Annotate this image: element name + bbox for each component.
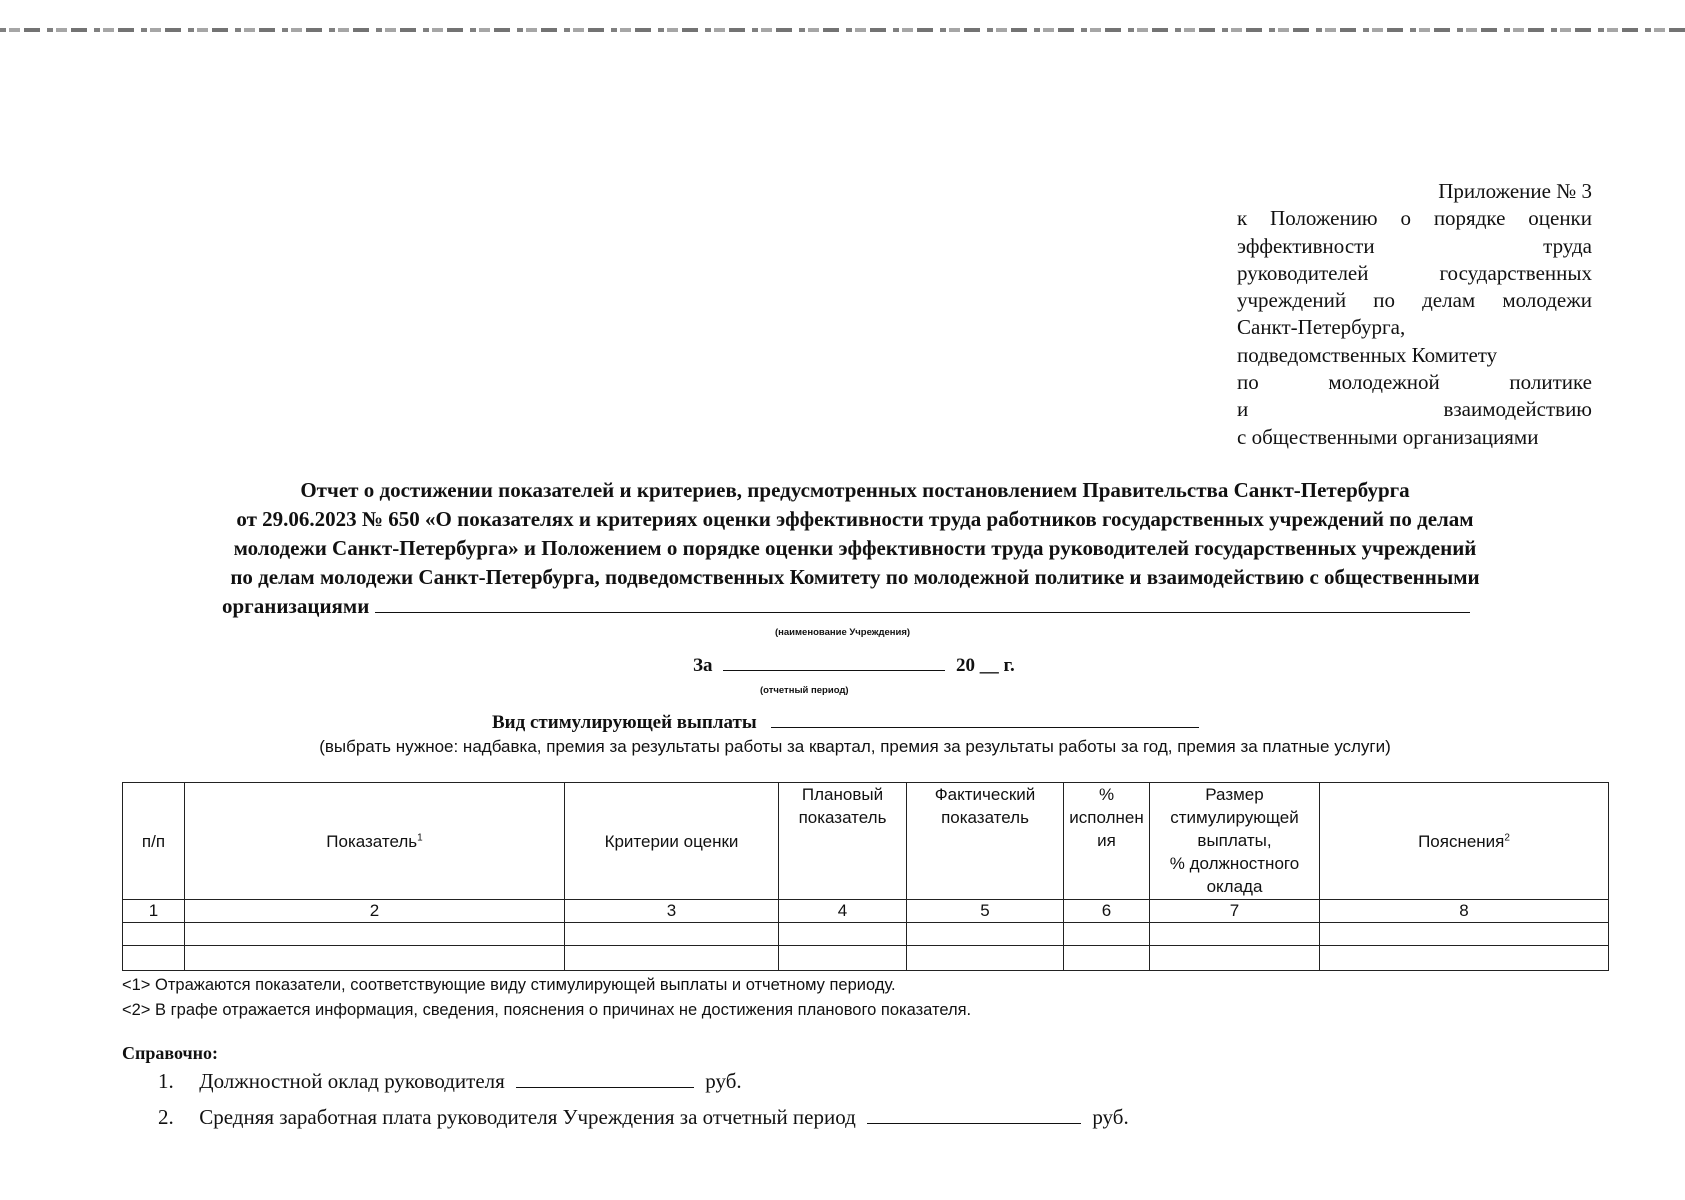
column-number: 6 [1064, 900, 1150, 923]
header-text-line: исполнен [1069, 808, 1144, 827]
header-text-line: % должностного [1169, 854, 1300, 873]
header-cell-indicator [185, 783, 565, 900]
table-cell[interactable] [779, 946, 907, 971]
header-text-line: выплаты, [1197, 831, 1272, 850]
period-prefix: За [693, 655, 713, 676]
appendix-line: руководителей государственных [1237, 260, 1592, 285]
reference-text: Средняя заработная плата руководителя Учреждения за отчетный период [199, 1105, 856, 1129]
column-number: 8 [1320, 900, 1609, 923]
table-cell[interactable] [123, 923, 185, 946]
header-cell-num: п/п [123, 783, 185, 900]
table-cell[interactable] [1150, 946, 1320, 971]
column-number: 3 [565, 900, 779, 923]
header-notes-text: Пояснения [1418, 831, 1505, 851]
period-year: 20 __ г. [956, 655, 1015, 676]
payment-type-hint: (выбрать нужное: надбавка, премия за результаты работы за квартал, премия за результаты работы за год, премия за платные услуги) [319, 737, 1391, 756]
institution-caption: (наименование Учреждения) [775, 627, 911, 638]
header-cell-payment-size [1150, 783, 1320, 900]
reference-item [158, 1063, 1129, 1099]
scan-edge-artifact [0, 28, 1685, 32]
reference-number: 2. [158, 1105, 174, 1129]
footnotes [122, 973, 971, 1023]
header-cell-percent [1064, 783, 1150, 900]
footnote-mark: 2 [1504, 831, 1510, 843]
column-number: 5 [907, 900, 1064, 923]
table-cell[interactable] [907, 923, 1064, 946]
table-row [123, 946, 1609, 971]
table-cell[interactable] [565, 946, 779, 971]
title-line [120, 592, 1590, 621]
header-cell-planned: Плановый показатель [779, 783, 907, 900]
footnote-mark: 1 [417, 831, 423, 843]
table-row [123, 923, 1609, 946]
header-cell-criteria: Критерии оценки [565, 783, 779, 900]
table-cell[interactable] [123, 946, 185, 971]
appendix-line: и взаимодействию [1237, 397, 1592, 422]
footnote-1: <1> Отражаются показатели, соответствующие виду стимулирующей выплаты и отчетному периоду. [122, 976, 896, 994]
reference-number: 1. [158, 1069, 174, 1093]
average-salary-field[interactable] [867, 1107, 1081, 1124]
column-number: 2 [185, 900, 565, 923]
table-cell[interactable] [1320, 946, 1609, 971]
appendix-line: с общественными организациями [1237, 424, 1539, 449]
table-cell[interactable] [1320, 923, 1609, 946]
table-cell[interactable] [185, 946, 565, 971]
title-last-word: организациями [222, 594, 370, 618]
header-text-line: Размер [1205, 785, 1264, 804]
column-number-row [123, 900, 1609, 923]
header-text-line: % [1098, 785, 1115, 804]
header-text-line: стимулирующей [1170, 808, 1299, 827]
period-field[interactable] [723, 654, 945, 671]
appendix-number: Приложение № 3 [1438, 179, 1592, 203]
payment-type-field[interactable] [771, 711, 1199, 728]
appendix-line: по молодежной политике [1237, 370, 1592, 395]
reference-text: Должностной оклад руководителя [199, 1069, 505, 1093]
reference-list [158, 1063, 1129, 1135]
appendix-line: Санкт-Петербурга, [1237, 315, 1406, 340]
column-number: 7 [1150, 900, 1320, 923]
report-title [120, 476, 1590, 621]
appendix-header [1237, 178, 1592, 451]
title-line: от 29.06.2023 № 650 «О показателях и критериях оценки эффективности труда работников государственных учреждений по делам [236, 507, 1474, 531]
title-line: молодежи Санкт-Петербурга» и Положением о порядке оценки эффективности труда руководителей государственных учреждений [233, 536, 1477, 560]
header-cell-notes [1320, 783, 1609, 900]
title-line: по делам молодежи Санкт-Петербурга, подведомственных Комитету по молодежной политике и взаимодействию с общественными [230, 565, 1480, 589]
header-text-line: оклада [1206, 877, 1263, 896]
header-cell-actual: Фактический показатель [907, 783, 1064, 900]
period-caption: (отчетный период) [760, 685, 849, 696]
appendix-line: подведомственных Комитету [1237, 342, 1498, 367]
table-cell[interactable] [565, 923, 779, 946]
appendix-line: эффективности труда [1237, 233, 1592, 258]
report-table [122, 782, 1609, 971]
column-number: 1 [123, 900, 185, 923]
salary-field[interactable] [516, 1071, 694, 1088]
footnote-2: <2> В графе отражается информация, сведения, пояснения о причинах не достижения планового показателя. [122, 1001, 972, 1019]
payment-type [492, 711, 1199, 734]
header-text-line: ия [1097, 831, 1116, 850]
table-cell[interactable] [1064, 923, 1150, 946]
appendix-line: к Положению о порядке оценки [1237, 206, 1592, 231]
table-cell[interactable] [1064, 946, 1150, 971]
table-cell[interactable] [1150, 923, 1320, 946]
reference-unit: руб. [1092, 1105, 1129, 1129]
table-cell[interactable] [779, 923, 907, 946]
title-line: Отчет о достижении показателей и критериев, предусмотренных постановлением Правительства Санкт-Петербурга [300, 478, 1410, 502]
payment-type-label: Вид стимулирующей выплаты [492, 712, 757, 733]
table-header-row [123, 783, 1609, 900]
appendix-line: учреждений по делам молодежи [1237, 288, 1592, 313]
table-cell[interactable] [907, 946, 1064, 971]
reporting-period [693, 654, 1015, 677]
reference-item [158, 1099, 1129, 1135]
reference-unit: руб. [705, 1069, 742, 1093]
reference-title: Справочно: [122, 1043, 219, 1063]
table-cell[interactable] [185, 923, 565, 946]
header-indicator-text: Показатель [326, 831, 418, 851]
institution-name-field[interactable] [375, 596, 1470, 613]
column-number: 4 [779, 900, 907, 923]
